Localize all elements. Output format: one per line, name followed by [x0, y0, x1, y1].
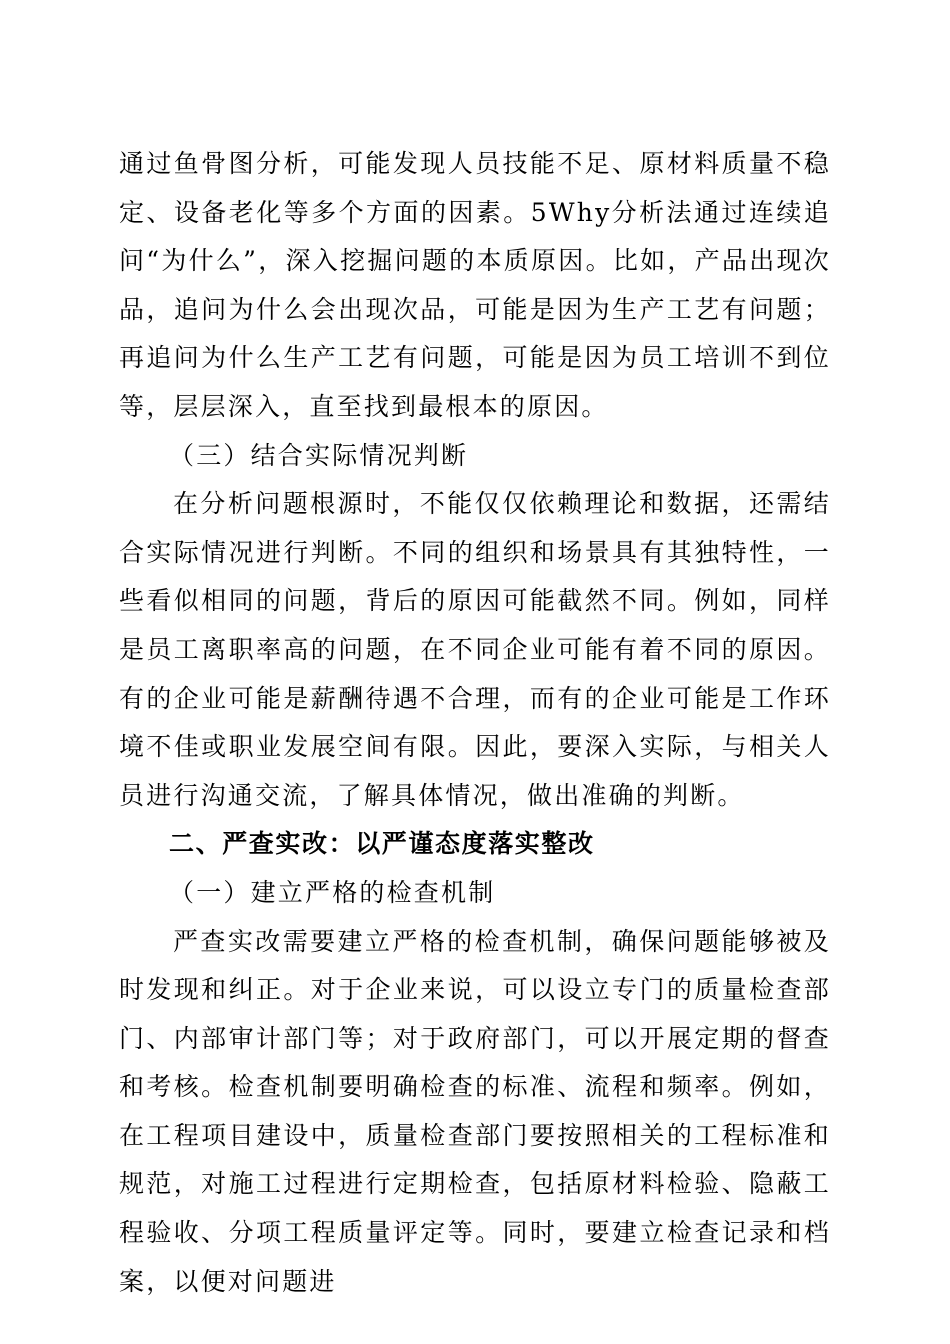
paragraph-root-cause-analysis: 通过鱼骨图分析，可能发现人员技能不足、原材料质量不稳定、设备老化等多个方面的因素。5Why分析法通过连续追问“为什么”，深入挖掘问题的本质原因。比如，产品出现次品，追问为什么会出现次品，可能是因为生产工艺有问题；再追问为什么生产工艺有问题，可能是因为员工培训不到位等，层层深入，直至找到最根本的原因。: [119, 149, 831, 421]
document-body: [119, 140, 831, 1306]
subheading-practical-judgment: （三）结合实际情况判断: [169, 440, 469, 470]
paragraph-inspection-mechanism: 严查实改需要建立严格的检查机制，确保问题能够被及时发现和纠正。对于企业来说，可以设立专门的质量检查部门、内部审计部门等；对于政府部门，可以开展定期的督查和考核。检查机制要明确检查的标准、流程和频率。例如，在工程项目建设中，质量检查部门要按照相关的工程标准和规范，对施工过程进行定期检查，包括原材料检验、隐蔽工程验收、分项工程质量评定等。同时，要建立检查记录和档案，以便对问题进: [119, 926, 831, 1296]
section-heading-strict-rectification: 二、严查实改：以严谨态度落实整改: [169, 829, 595, 859]
subheading-inspection-mechanism: （一）建立严格的检查机制: [169, 877, 496, 907]
paragraph-practical-judgment: 在分析问题根源时，不能仅仅依赖理论和数据，还需结合实际情况进行判断。不同的组织和场景具有其独特性，一些看似相同的问题，背后的原因可能截然不同。例如，同样是员工离职率高的问题，在不同企业可能有着不同的原因。有的企业可能是薪酬待遇不合理，而有的企业可能是工作环境不佳或职业发展空间有限。因此，要深入实际，与相关人员进行沟通交流，了解具体情况，做出准确的判断。: [119, 489, 831, 810]
